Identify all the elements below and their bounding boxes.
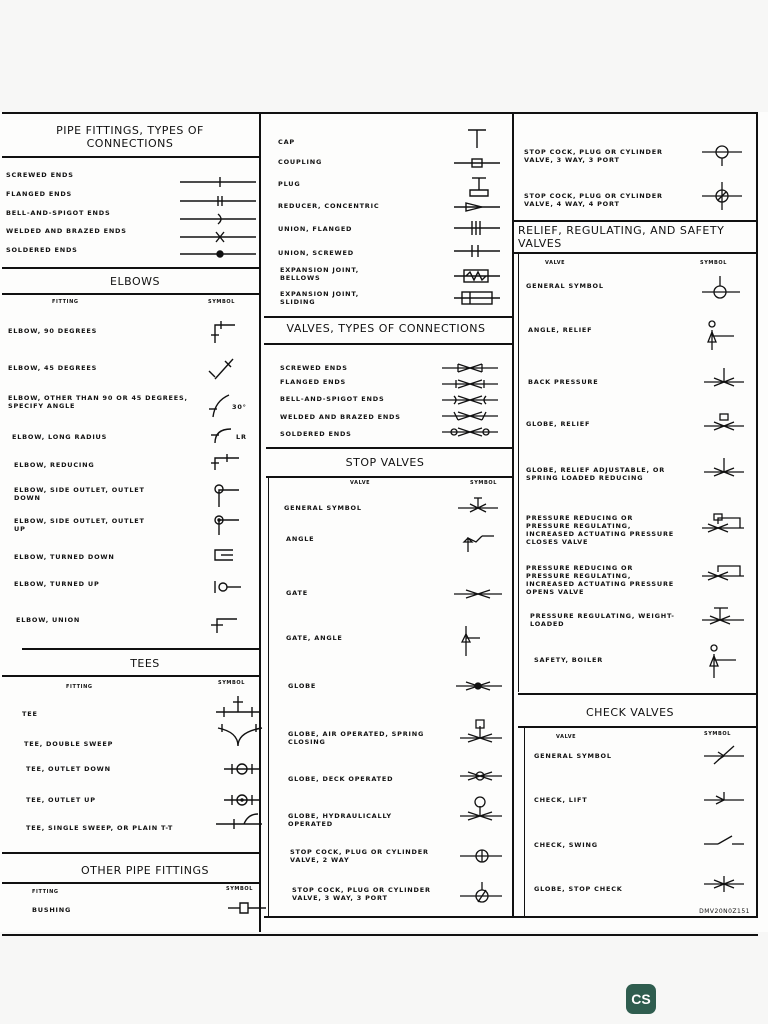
pipe-fittings-title: PIPE FITTINGS, TYPES OF CONNECTIONS [56,124,204,150]
stop-valve-symbols [452,494,512,914]
list-item: PRESSURE REDUCING OR PRESSURE REGULATING, INCREASED ACTUATING PRESSURE OPENS VALVE [526,564,675,596]
list-item: GENERAL SYMBOL [284,504,362,512]
list-item: PLUG [278,180,301,188]
check-valves-title: CHECK VALVES [585,706,675,719]
pipe-fitting-symbols [180,172,260,262]
elbow-symbols [205,315,265,645]
list-item: REDUCER, CONCENTRIC [278,202,380,210]
column-header: FITTING [32,889,59,895]
list-item: GLOBE, DECK OPERATED [288,775,394,783]
relief-valve-symbols [700,270,760,690]
list-item: ELBOW, LONG RADIUS [12,433,108,441]
column-header: SYMBOL [704,731,732,737]
check-valve-symbols [700,742,760,892]
list-item: BACK PRESSURE [528,378,599,386]
list-item: ELBOW, OTHER THAN 90 OR 45 DEGREES, SPECIFY ANGLE [8,394,188,410]
divider [264,916,758,918]
divider-middle-right [512,114,514,918]
stop-valves-title: STOP VALVES [345,456,425,469]
angle-note: 30° [232,403,247,411]
list-item: GLOBE, STOP CHECK [534,885,623,893]
divider [518,693,758,695]
divider [2,852,259,854]
divider [264,343,512,345]
list-item: COUPLING [278,158,323,166]
list-item: WELDED AND BRAZED ENDS [6,227,127,235]
stop-cock-symbols [700,138,750,218]
list-item: ELBOW, REDUCING [14,461,95,469]
divider [22,648,259,650]
column-header: FITTING [52,299,79,305]
list-item: TEE, OUTLET UP [26,796,96,804]
list-item: GLOBE, RELIEF [526,420,591,428]
divider [264,316,512,318]
column-header: FITTING [66,684,93,690]
list-item: PRESSURE REGULATING, WEIGHT-LOADED [530,612,675,628]
list-item: TEE [22,710,38,718]
list-item: SOLDERED ENDS [6,246,78,254]
list-item: GATE [286,589,308,597]
divider [512,220,758,222]
list-item: BELL-AND-SPIGOT ENDS [280,395,385,403]
tees-title: TEES [130,657,160,670]
list-item: FLANGED ENDS [6,190,73,198]
list-item: CAP [278,138,295,146]
list-item: STOP COCK, PLUG OR CYLINDER VALVE, 3 WAY, 3 PORT [292,886,431,902]
list-item: ANGLE, RELIEF [528,326,593,334]
divider [518,252,519,692]
list-item: EXPANSION JOINT, BELLOWS [280,266,359,282]
list-item: ELBOW, TURNED UP [14,580,100,588]
divider [268,476,269,916]
list-item: STOP COCK, PLUG OR CYLINDER VALVE, 4 WAY, 4 PORT [524,192,663,208]
list-item: CHECK, SWING [534,841,598,849]
list-item: CHECK, LIFT [534,796,588,804]
divider [2,882,259,884]
list-item: FLANGED ENDS [280,378,347,386]
list-item: GATE, ANGLE [286,634,343,642]
column-header: SYMBOL [208,299,236,305]
list-item: SOLDERED ENDS [280,430,352,438]
list-item: GLOBE, RELIEF ADJUSTABLE, OR SPRING LOADED REDUCING [526,466,666,482]
other-fittings-title: OTHER PIPE FITTINGS [81,864,209,877]
list-item: UNION, SCREWED [278,249,354,257]
column-header: VALVE [556,734,577,740]
list-item: EXPANSION JOINT, SLIDING [280,290,359,306]
list-item: SCREWED ENDS [6,171,74,179]
divider [512,252,758,254]
list-item: TEE, SINGLE SWEEP, OR PLAIN T-T [26,824,174,832]
column-header: SYMBOL [218,680,246,686]
list-item: GENERAL SYMBOL [526,282,604,290]
divider [266,447,512,449]
divider [2,267,259,269]
column-header: SYMBOL [226,886,254,892]
column-header: SYMBOL [700,260,728,266]
list-item: GENERAL SYMBOL [534,752,612,760]
list-item: GLOBE, HYDRAULICALLY OPERATED [288,812,392,828]
list-item: BUSHING [32,906,72,914]
divider [2,156,259,158]
valve-connections-title: VALVES, TYPES OF CONNECTIONS [286,322,486,335]
list-item: ELBOW, TURNED DOWN [14,553,115,561]
list-item: PRESSURE REDUCING OR PRESSURE REGULATING, INCREASED ACTUATING PRESSURE CLOSES VALVE [526,514,675,546]
list-item: WELDED AND BRAZED ENDS [280,413,401,421]
list-item: SAFETY, BOILER [534,656,604,664]
divider [266,476,512,478]
divider [524,726,525,916]
long-radius-note: LR [236,433,247,441]
divider [518,726,758,728]
camscanner-badge: CS [626,984,656,1014]
list-item: TEE, DOUBLE SWEEP [24,740,114,748]
list-item: UNION, FLANGED [278,225,353,233]
list-item: ELBOW, 45 DEGREES [8,364,98,372]
relief-valves-title: RELIEF, REGULATING, AND SAFETY VALVES [518,224,725,250]
list-item: ELBOW, 90 DEGREES [8,327,98,335]
list-item: GLOBE, AIR OPERATED, SPRING CLOSING [288,730,425,746]
list-item: BELL-AND-SPIGOT ENDS [6,209,111,217]
sheet-code: DMV20N0Z151 [699,908,750,915]
list-item: ELBOW, SIDE OUTLET, OUTLET DOWN [14,486,145,502]
column-header: SYMBOL [470,480,498,486]
list-item: SCREWED ENDS [280,364,348,372]
divider [2,675,259,677]
list-item: ELBOW, SIDE OUTLET, OUTLET UP [14,517,145,533]
divider [2,293,259,295]
list-item: STOP COCK, PLUG OR CYLINDER VALVE, 3 WAY, 3 PORT [524,148,663,164]
list-item: STOP COCK, PLUG OR CYLINDER VALVE, 2 WAY [290,848,429,864]
list-item: ANGLE [286,535,315,543]
list-item: GLOBE [288,682,317,690]
list-item: TEE, OUTLET DOWN [26,765,111,773]
fitting-symbols-middle [452,126,512,316]
list-item: ELBOW, UNION [16,616,81,624]
tee-symbols [214,692,274,842]
column-header: VALVE [545,260,566,266]
valve-connection-symbols [440,362,510,442]
elbows-title: ELBOWS [110,275,160,288]
column-header: VALVE [350,480,371,486]
